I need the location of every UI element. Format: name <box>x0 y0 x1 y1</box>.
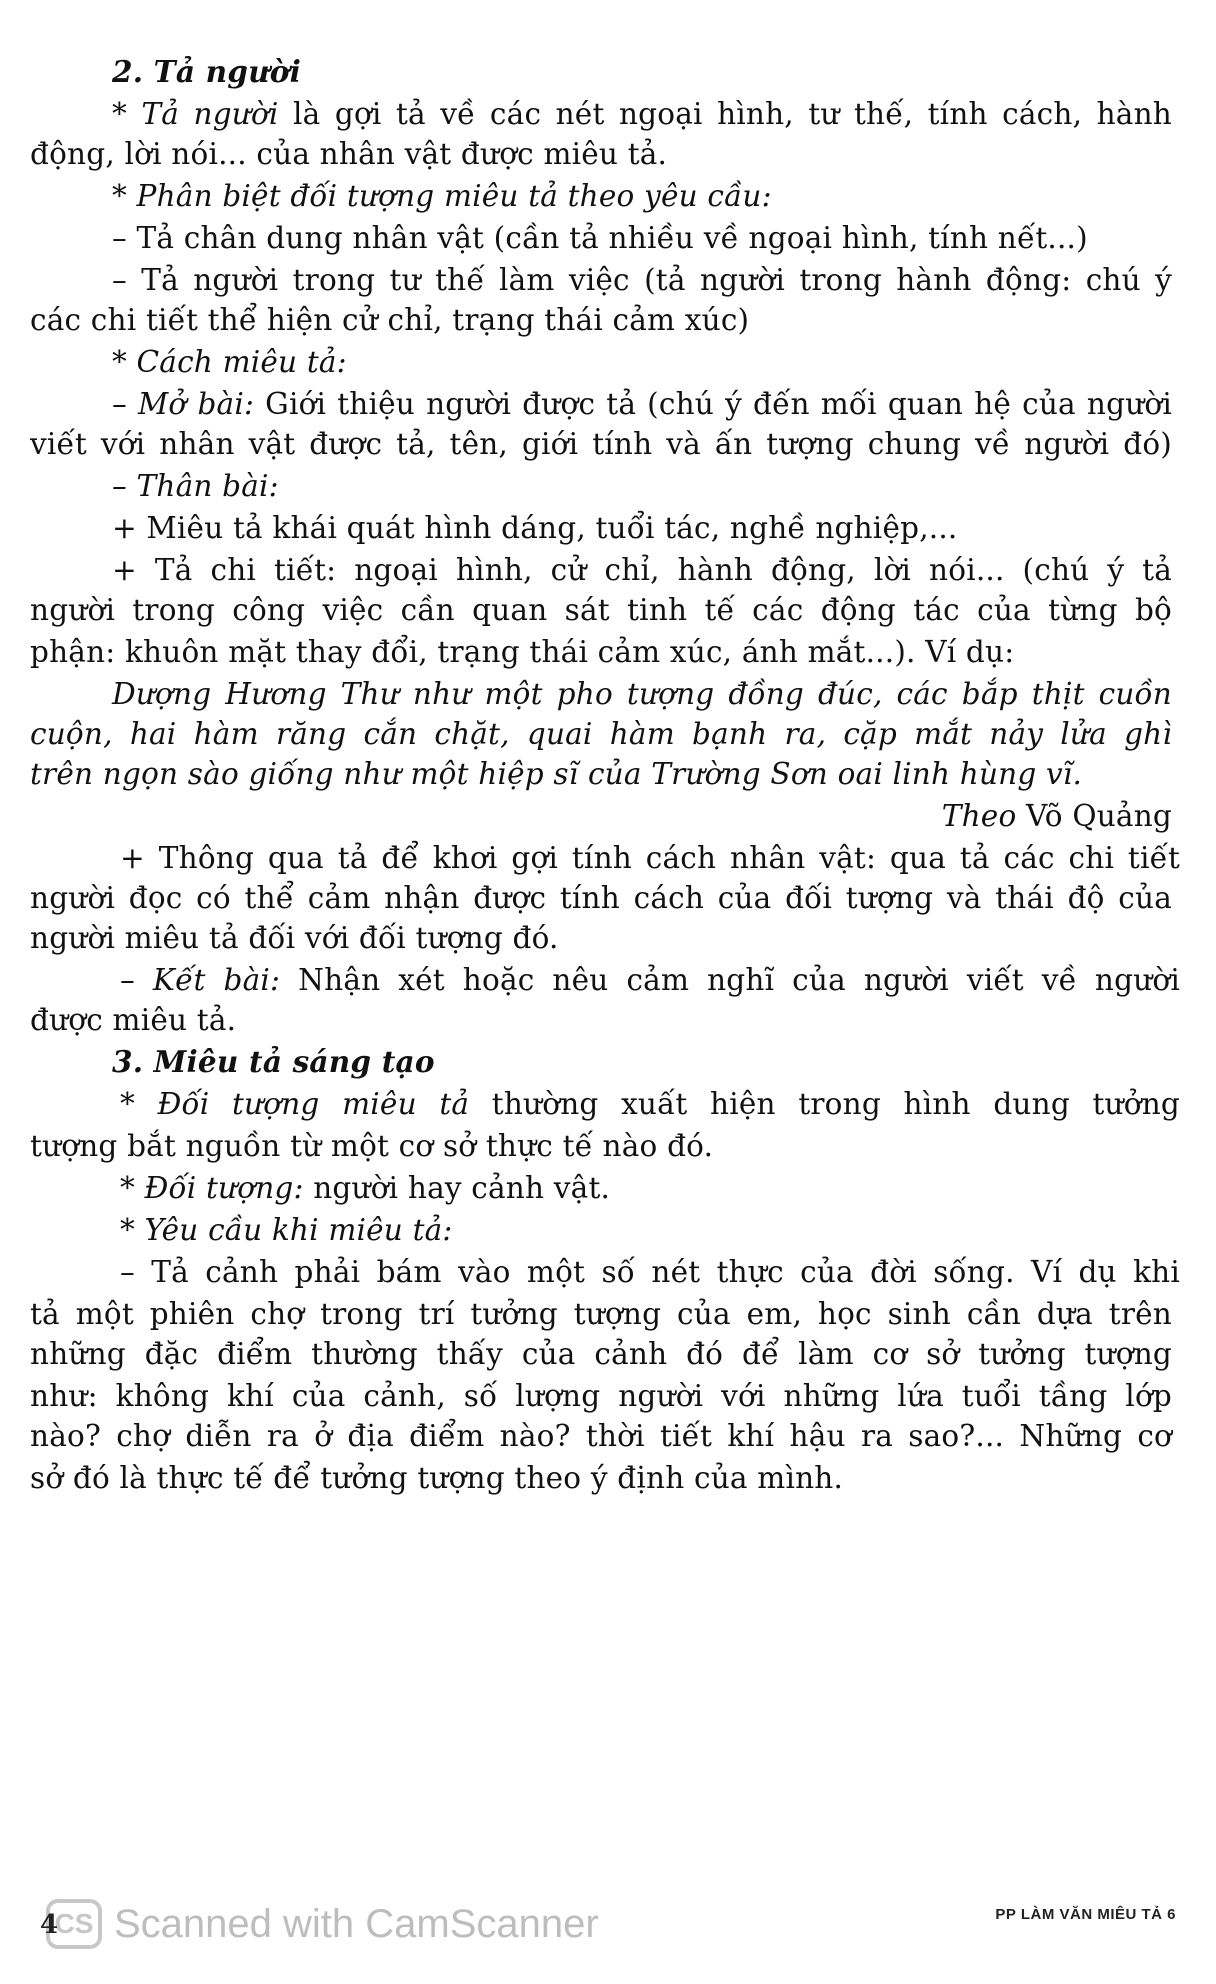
text-line: + Tả chi tiết: ngoại hình, cử chỉ, hành động, lời nói... (chú ý tả <box>112 553 1172 587</box>
text-line <box>112 92 1172 136</box>
text: Nhận xét hoặc nêu cảm nghĩ của người viết về người <box>280 963 1180 997</box>
text-line <box>120 958 1180 1002</box>
text-line <box>120 1082 1180 1126</box>
text-line: phận: khuôn mặt thay đổi, trạng thái cảm xúc, ánh mắt...). Ví dụ: <box>30 635 1015 669</box>
subheading: * Cách miêu tả: <box>112 345 347 379</box>
example-line: Dượng Hương Thư như một pho tượng đồng đúc, các bắp thịt cuồn <box>112 677 1172 711</box>
camscanner-watermark <box>46 1896 599 1952</box>
text-line: + Thông qua tả để khơi gợi tính cách nhân vật: qua tả các chi tiết <box>120 841 1180 875</box>
text: người hay cảnh vật. <box>303 1171 611 1205</box>
text-line: tả một phiên chợ trong trí tưởng tượng của em, học sinh cần dựa trên <box>30 1297 1172 1331</box>
page-number: 4 <box>40 1910 59 1940</box>
subheading: – Thân bài: <box>112 469 279 503</box>
label: – Kết bài: <box>120 963 281 997</box>
label: * Đối tượng miêu tả <box>120 1087 470 1121</box>
watermark-text: Scanned with CamScanner <box>114 1901 599 1946</box>
text-line: người trong công việc cần quan sát tinh tế các động tác của từng bộ <box>30 593 1172 627</box>
subheading: * Phân biệt đối tượng miêu tả theo yêu cầu: <box>112 179 772 213</box>
citation <box>30 794 1172 838</box>
term: * Tả người <box>112 97 279 131</box>
citation-author: Võ Quảng <box>1016 799 1172 833</box>
text-line: những đặc điểm thường thấy của cảnh đó để làm cơ sở tưởng tượng <box>30 1337 1172 1371</box>
running-footer-title: PP LÀM VĂN MIÊU TẢ 6 <box>995 1906 1176 1923</box>
label: * Đối tượng: <box>120 1171 304 1205</box>
text-line: – Tả chân dung nhân vật (cần tả nhiều về ngoại hình, tính nết...) <box>112 221 1088 255</box>
example-line: trên ngọn sào giống như một hiệp sĩ của Trường Sơn oai linh hùng vĩ. <box>30 757 1083 791</box>
text-line: – Tả cảnh phải bám vào một số nét thực của đời sống. Ví dụ khi <box>120 1255 1180 1289</box>
text-line: người đọc có thể cảm nhận được tính cách của đối tượng và thái độ của <box>30 881 1172 915</box>
label: – Mở bài: <box>112 387 255 421</box>
section-2-heading: 2. Tả người <box>112 54 302 89</box>
text-line <box>112 382 1172 426</box>
text-line <box>120 1166 1216 1210</box>
text: thường xuất hiện trong hình dung tưởng <box>469 1087 1180 1121</box>
camscanner-logo-icon: CS <box>46 1899 102 1949</box>
text-line: nào? chợ diễn ra ở địa điểm nào? thời tiết khí hậu ra sao?... Những cơ <box>30 1419 1172 1453</box>
text-line: – Tả người trong tư thế làm việc (tả người trong hành động: chú ý <box>112 263 1172 297</box>
section-3-heading: 3. Miêu tả sáng tạo <box>112 1044 435 1079</box>
text: là gợi tả về các nét ngoại hình, tư thế, tính cách, hành <box>278 97 1172 131</box>
text-line: sở đó là thực tế để tưởng tượng theo ý định của mình. <box>30 1461 844 1495</box>
text-line: người miêu tả đối với đối tượng đó. <box>30 921 559 955</box>
text-line: các chi tiết thể hiện cử chỉ, trạng thái cảm xúc) <box>30 303 750 337</box>
text-line: viết với nhân vật được tả, tên, giới tính và ấn tượng chung về người đó) <box>30 427 1172 461</box>
text-line: tượng bắt nguồn từ một cơ sở thực tế nào đó. <box>30 1129 714 1163</box>
text-line: như: không khí của cảnh, số lượng người với những lứa tuổi tầng lớp <box>30 1379 1172 1413</box>
example-line: cuộn, hai hàm răng cắn chặt, quai hàm bạnh ra, cặp mắt nảy lửa ghì <box>30 717 1172 751</box>
text-line: được miêu tả. <box>30 1003 237 1037</box>
text-line: động, lời nói... của nhân vật được miêu tả. <box>30 137 668 171</box>
subheading: * Yêu cầu khi miêu tả: <box>120 1213 453 1247</box>
text-line: + Miêu tả khái quát hình dáng, tuổi tác, nghề nghiệp,... <box>112 511 958 545</box>
text: Giới thiệu người được tả (chú ý đến mối quan hệ của người <box>254 387 1172 421</box>
citation-prefix: Theo <box>941 799 1017 833</box>
